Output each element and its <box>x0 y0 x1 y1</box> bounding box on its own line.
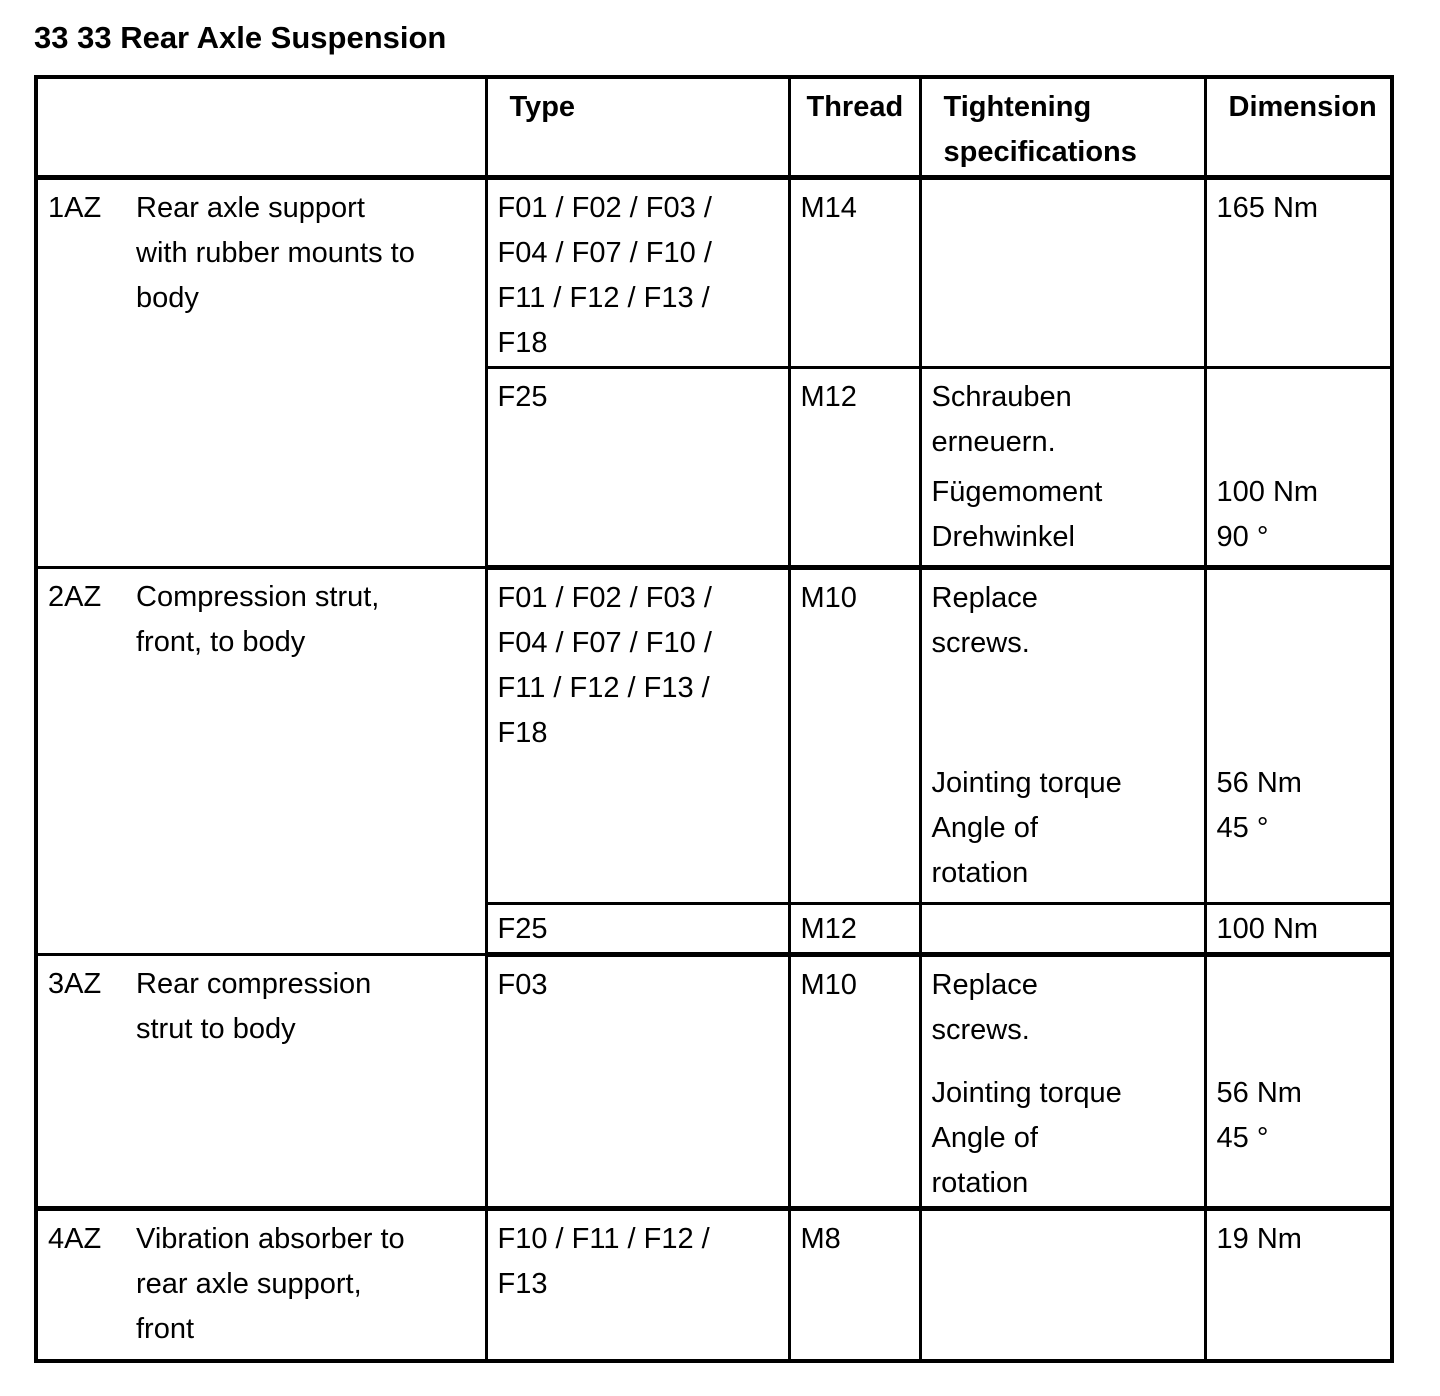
row-description-4az: Vibration absorber to rear axle support, front <box>136 1223 405 1345</box>
tightening-note: Replace screws. <box>931 969 1038 1046</box>
spec-label: Angle of rotation <box>931 812 1038 889</box>
spacer <box>1217 963 1385 1071</box>
spec-value: 56 Nm <box>1216 767 1302 799</box>
cell-2az-v2-tightening <box>920 904 1205 955</box>
row-4az <box>36 1209 1392 1361</box>
cell-4az-item <box>36 1209 486 1361</box>
cell-1az-v2-dimension <box>1205 368 1392 568</box>
spec-label: Jointing torque <box>931 1077 1122 1109</box>
spacer <box>1217 375 1385 470</box>
cell-4az-thread: M8 <box>789 1209 920 1361</box>
spec-value: 100 Nm <box>1216 476 1319 508</box>
spec-label: Angle of rotation <box>931 1122 1038 1199</box>
cell-3az-type: F03 <box>486 955 789 1209</box>
row-id-1az: 1AZ <box>48 192 102 224</box>
cell-1az-v2-thread: M12 <box>789 368 920 568</box>
cell-2az-v1-tightening <box>920 568 1205 904</box>
spec-value: 56 Nm <box>1216 1077 1302 1109</box>
cell-1az-item <box>36 178 486 568</box>
cell-2az-v2-type: F25 <box>486 904 789 955</box>
row-id-2az: 2AZ <box>48 581 102 613</box>
row-description-2az: Compression strut, front, to body <box>136 581 380 658</box>
section-title: 33 33 Rear Axle Suspension <box>34 20 447 55</box>
row-description-3az: Rear compression strut to body <box>136 968 372 1045</box>
cell-4az-tightening <box>920 1209 1205 1361</box>
header-type: Type <box>486 77 789 178</box>
spec-label: Fügemoment <box>931 476 1103 508</box>
header-row <box>36 77 1392 178</box>
row-3az <box>36 955 1392 1209</box>
spec-value: 90 ° <box>1216 521 1269 553</box>
spec-value: 45 ° <box>1216 812 1269 844</box>
row-id-4az: 4AZ <box>48 1223 102 1255</box>
spacer <box>1217 576 1385 761</box>
cell-3az-tightening <box>920 955 1205 1209</box>
row-2az-variant-1 <box>36 568 1392 904</box>
cell-3az-dimension <box>1205 955 1392 1209</box>
cell-1az-v1-dimension: 165 Nm <box>1205 178 1392 368</box>
cell-3az-item <box>36 955 486 1209</box>
cell-1az-v1-tightening <box>920 178 1205 368</box>
cell-4az-type: F10 / F11 / F12 / F13 <box>486 1209 789 1361</box>
spec-value: 45 ° <box>1216 1122 1269 1154</box>
tightening-note: Schrauben erneuern. <box>931 381 1072 458</box>
cell-2az-v1-type: F01 / F02 / F03 / F04 / F07 / F10 / F11 / F12 / F13 / F18 <box>486 568 789 904</box>
cell-2az-v1-dimension <box>1205 568 1392 904</box>
header-tightening: Tightening specifications <box>920 77 1205 178</box>
cell-2az-v2-dimension: 100 Nm <box>1205 904 1392 955</box>
cell-3az-thread: M10 <box>789 955 920 1209</box>
row-description-1az: Rear axle support with rubber mounts to body <box>136 192 415 314</box>
header-thread: Thread <box>789 77 920 178</box>
row-1az-variant-1 <box>36 178 1392 368</box>
row-id-3az: 3AZ <box>48 968 102 1000</box>
cell-1az-v1-thread: M14 <box>789 178 920 368</box>
cell-1az-v2-tightening <box>920 368 1205 568</box>
cell-1az-v1-type: F01 / F02 / F03 / F04 / F07 / F10 / F11 / F12 / F13 / F18 <box>486 178 789 368</box>
cell-2az-item <box>36 568 486 955</box>
spec-label: Jointing torque <box>931 767 1122 799</box>
header-dimension: Dimension <box>1205 77 1392 178</box>
spec-label: Drehwinkel <box>931 521 1075 553</box>
cell-2az-v1-thread: M10 <box>789 568 920 904</box>
cell-4az-dimension: 19 Nm <box>1205 1209 1392 1361</box>
torque-spec-table <box>34 75 1394 1363</box>
cell-1az-v2-type: F25 <box>486 368 789 568</box>
header-item <box>36 77 486 178</box>
cell-2az-v2-thread: M12 <box>789 904 920 955</box>
tightening-note: Replace screws. <box>931 582 1038 659</box>
